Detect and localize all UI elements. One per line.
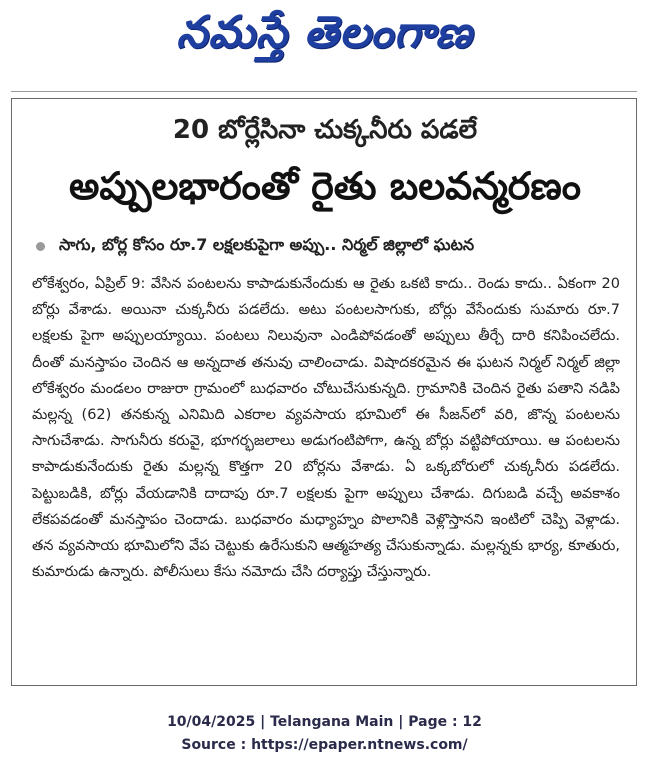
masthead-title: నమస్తే తెలంగాణ — [176, 6, 473, 58]
clipping-footer — [0, 711, 649, 757]
newspaper-masthead — [0, 0, 649, 75]
bullet-icon — [36, 242, 45, 251]
article-headline: అప్పులభారంతో రైతు బలవన్మరణం — [69, 164, 581, 208]
article-kicker: 20 బోర్లేసినా చుక్కనీరు పడలే — [172, 115, 478, 145]
subhead-text: సాగు, బోర్ల కోసం రూ.7 లక్షలకుపైగా అప్పు.. నిర్మల్ జిల్లాలో ఘటన — [59, 235, 475, 254]
footer-date-edition: 10/04/2025 | Telangana Main | Page : 12 — [167, 714, 482, 730]
article-subhead — [36, 235, 626, 258]
masthead-divider — [11, 91, 637, 92]
article-body: లోకేశ్వరం, ఏప్రిల్ 9: వేసిన పంటలను కాపాడుకునేందుకు ఆ రైతు ఒకటి కాదు.. రెండు కాదు.. ఏకంగా 20 బోర్లు వేశాడు. అయినా చుక్కనీరు పడలేదు. అటు పంటలసాగుకు, బోర్లు వేసేందుకు సుమారు రూ.7 లక్షలకు పైగా అప్పులయ్యాయి. పంటలు నిలువునా ఎండిపోవడంతో అప్పులు తీర్చే దారి కనిపించలేదు. దీంతో మనస్తాపం చెందిన ఆ అన్నదాత తనువు చాలించాడు. విషాదకరమైన ఈ ఘటన నిర్మల్ నిర్మల్ జిల్లా లోకేశ్వరం మండలం రాజురా గ్రామంలో బుధవారం చోటుచేసుకున్నది. గ్రామానికి చెందిన రైతు పతాని నడిపి మల్లన్న (62) తనకున్న ఎనిమిది ఎకరాల వ్యవసాయ భూమిలో ఈ సీజన్‌లో వరి, జొన్న పంటలను సాగుచేశాడు. సాగునీరు కరువై, భూగర్భజలాలు అడుగంటిపోగా, ఉన్న బోర్లు వట్టిపోయాయి. ఆ పంటలను కాపాడుకునేందుకు రైతు మల్లన్న కొత్తగా 20 బోర్లను వేశాడు. ఏ ఒక్కబోరులో చుక్కనీరు పడలేదు. పెట్టుబడికి, బోర్లు వేయడానికి దాదాపు రూ.7 లక్షలకు పైగా అప్పులు చేశాడు. దిగుబడి వచ్చే అవకాశం లేకపవడంతో మనస్తాపం చెందాడు. బుధవారం మధ్యాహ్నం పొలానికి వెళ్లొస్తానని ఇంటిలో చెప్పి వెళ్లాడు. తన వ్యవసాయ భూమిలోని వేప చెట్టుకు ఉరేసుకుని ఆత్మహత్య చేసుకున్నాడు. మల్లన్నకు భార్య, కూతురు, కుమారుడు ఉన్నారు. పోలీసులు కేసు నమోదు చేసి దర్యాప్తు చేస్తున్నారు. — [32, 276, 620, 581]
article-clipping — [11, 98, 637, 686]
footer-source: Source : https://epaper.ntnews.com/ — [181, 737, 468, 753]
